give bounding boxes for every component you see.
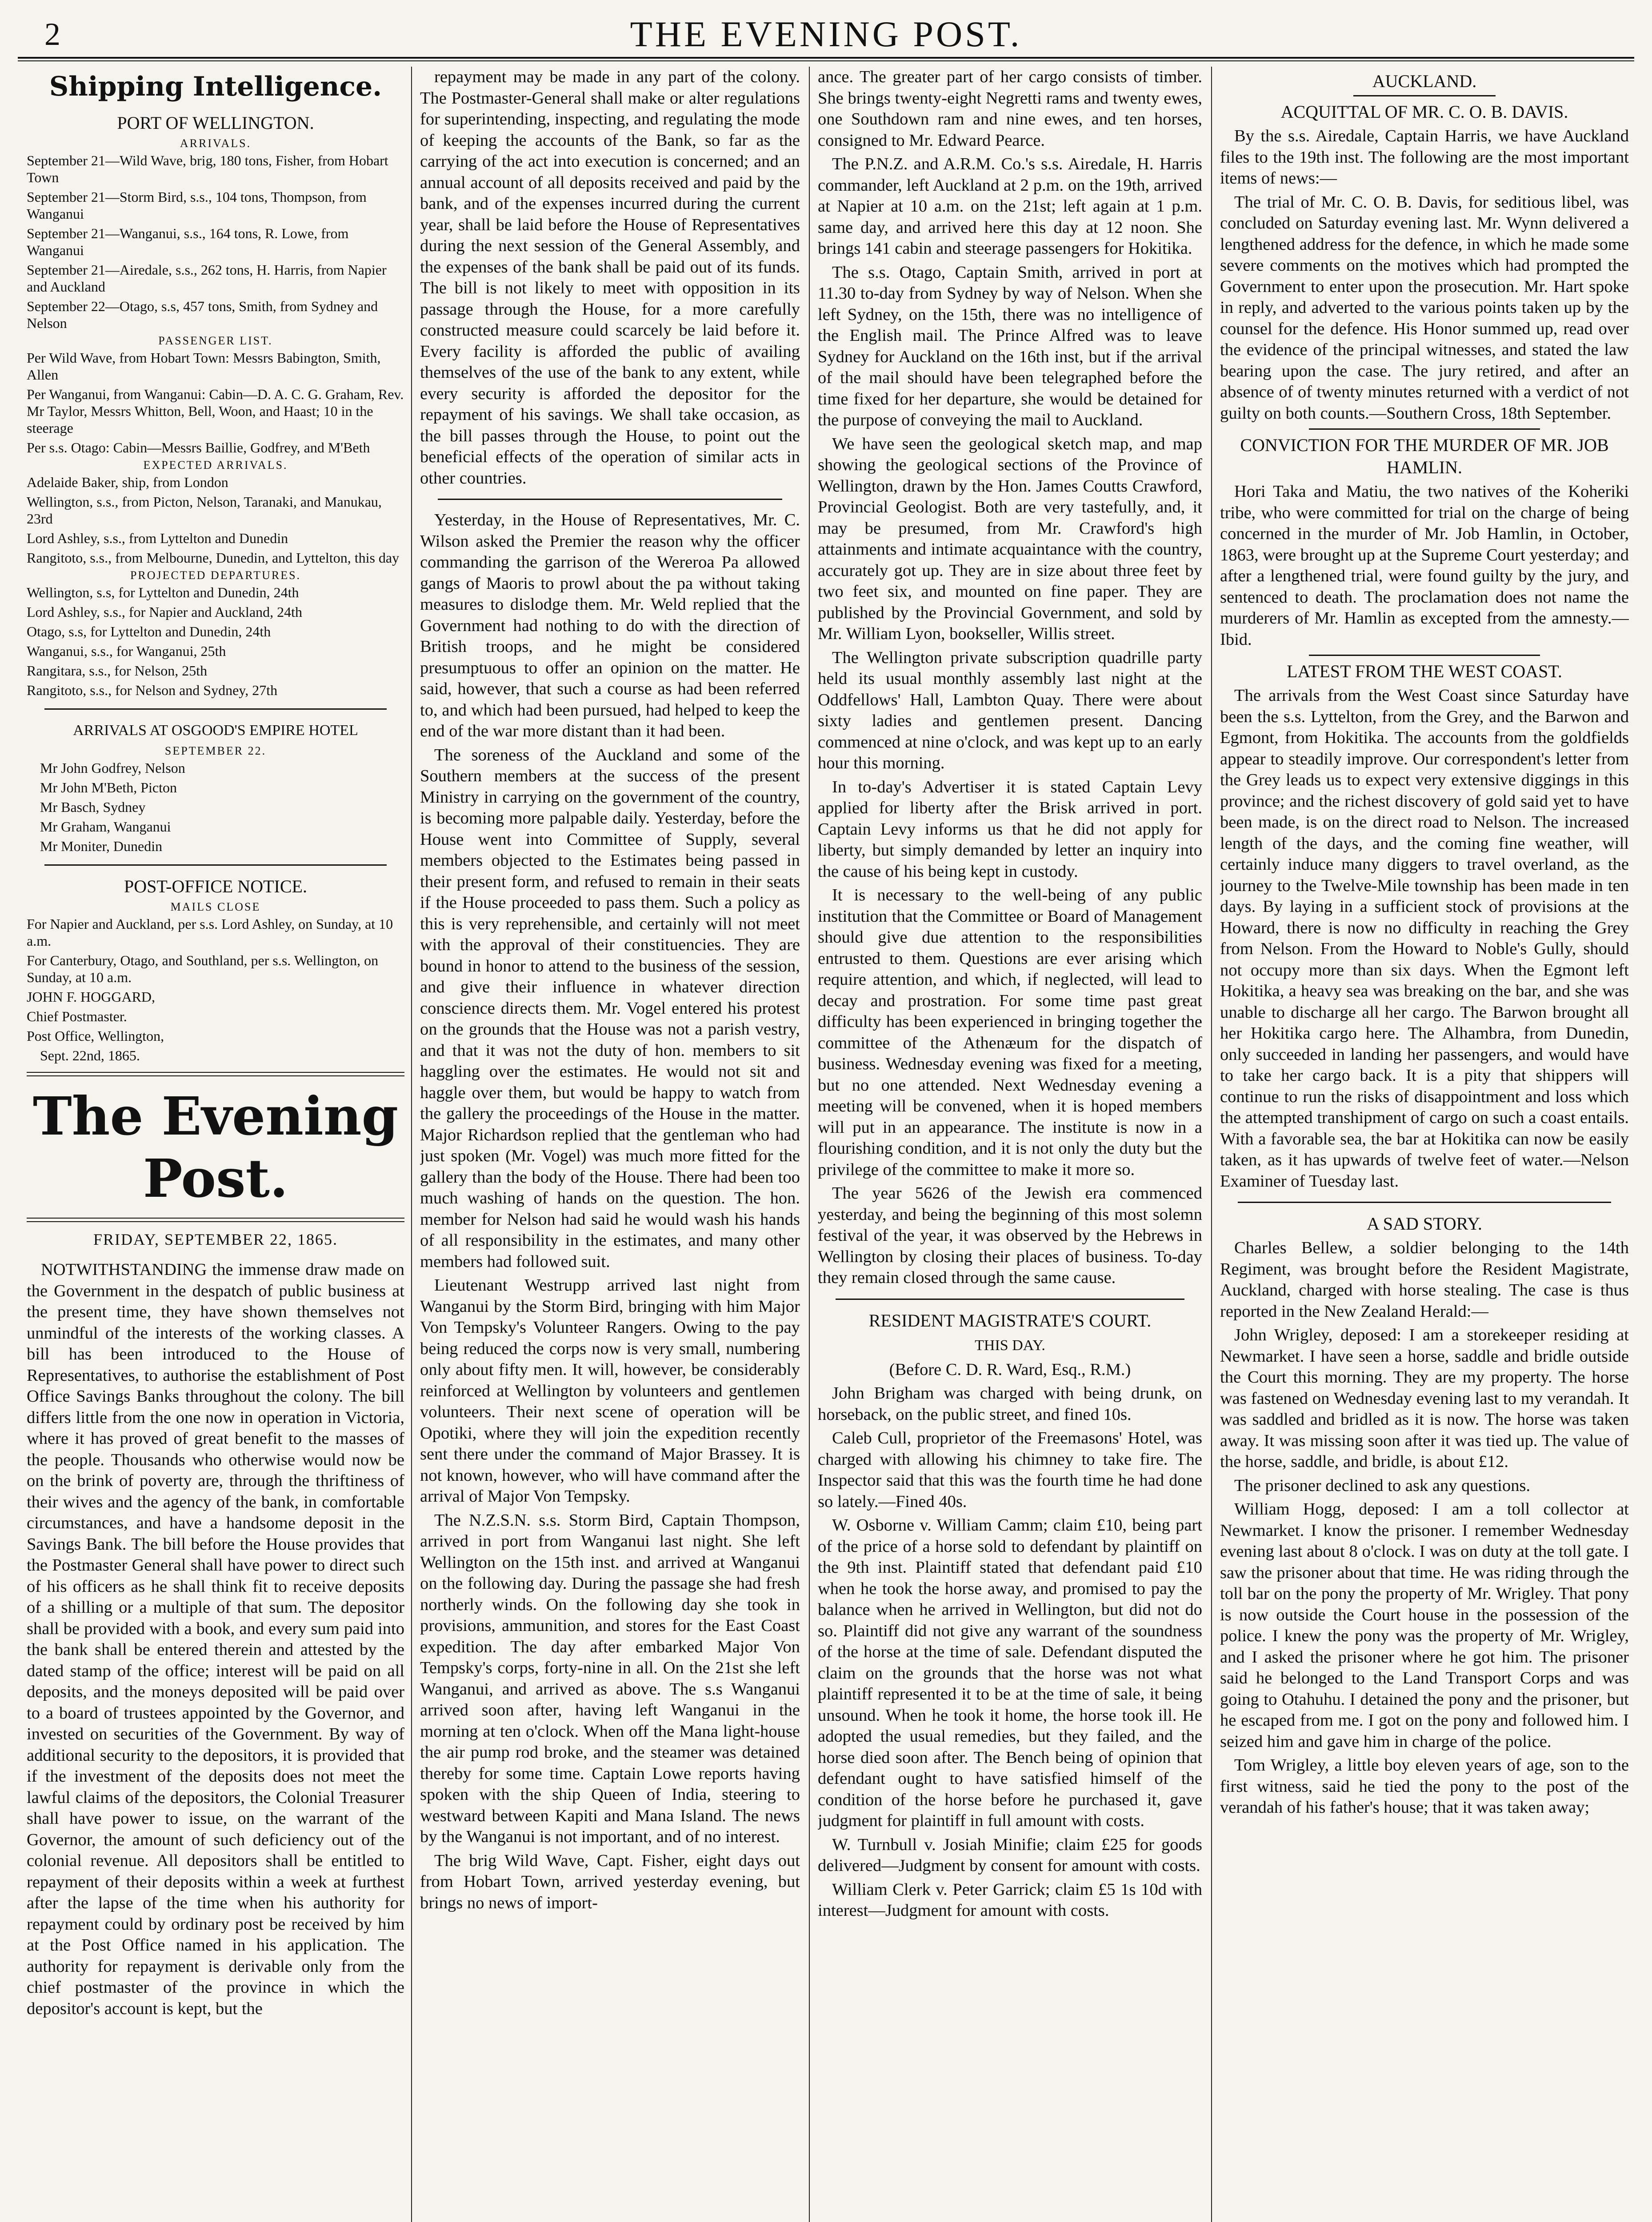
header-rule [18,57,1634,59]
article-paragraph: In to-day's Advertiser it is stated Captain Levy applied for liberty after the Brisk arrived in port. Captain Levy informs us that he did not apply for liberty, but simply demanded by letter an inquiry into the cause of his being kept in custody. [818,777,1202,881]
divider [1309,428,1540,430]
article-paragraph: The N.Z.S.N. s.s. Storm Bird, Captain Thompson, arrived in port from Wanganui last night. She left Wellington on the 15th inst. and arrived at Wanganui on the following day. During the passage she had fresh northerly winds. On the following day she took in provisions, ammunition, and stores for the East Coast expedition. The day after embarked Major Von Tempsky's corps, forty-nine in all. On the 21st she left Wanganui, and arrived as above. The s.s Wanganui arrived soon after, having left Wanganui in the morning at ten o'clock. When off the Mana light-house the air pump rod broke, and the steamer was detained thereby for some time. Captain Lowe reports having spoken with the ship Queen of India, steering to westward between Kapiti and Mana Island. The news by the Wanganui is not important, and of no interest. [420,1511,800,1846]
article-paragraph: The arrivals from the West Coast since Saturday have been the s.s. Lyttelton, from the Grey, and the Barwon and Egmont, from Hokitika. The accounts from the goldfields appear to steadily improve. Our correspondent's letter from the Grey leads us to expect very extensive diggings in this province; and the richest discovery of gold said yet to have been made, is on the direct road to Nelson. The increased length of the days, and the coming fine weather, will certainly induce many diggers to travel overland, as the journey to the Twelve-Mile township has been made in ten days. By laying in a sufficient stock of provisions at the Howard, there is now no difficulty in reaching the Grey from Nelson. From the Howard to Noble's Gully, should not occupy more than six days. When the Egmont left Hokitika, a heavy sea was breaking on the bar, and she was unable to discharge all her cargo. The Barwon brought all her Hokitika cargo here. The Alhambra, from Dunedin, only succeeded in landing her passengers, and would have to take her cargo back. It is a pity that shippers will continue to run the risks of disappointment and loss which the attempted transhipment of cargo on such a coast entails. With a favorable sea, the bar at Hokitika can now be easily taken, as it has upwards of twelve feet of water.—Nelson Examiner of Tuesday last. [1220,686,1629,1191]
column-3 [818,67,1202,2222]
list-item: Per Wanganui, from Wanganui: Cabin—D. A. C. G. Graham, Rev. Mr Taylor, Messrs Whitton, Bell, Woon, and Haast; 10 in the steerage [27,386,404,436]
list-item: Mr Graham, Wanganui [40,819,171,835]
column-2 [420,67,800,2222]
hotel-heading: ARRIVALS AT OSGOOD'S EMPIRE HOTEL [73,722,358,739]
article-paragraph: John Wrigley, deposed: I am a storekeeper residing at Newmarket. I have seen a horse, saddle and bridle outside the Court this morning. They are my property. The horse was fastened on Wednesday evening last to my verandah. It was saddled and bridled as it is now. The horse was taken away. It was missing soon after it was tied up. The value of the horse, saddle, and bridle, is about £12. [1220,1326,1629,1471]
westcoast-heading: LATEST FROM THE WEST COAST. [1287,661,1562,681]
article-paragraph: The prisoner declined to ask any questions. [1234,1476,1531,1495]
article-paragraph: Hori Taka and Matiu, the two natives of the Koheriki tribe, who were committed for trial on the charge of being concerned in the murder of Mr. Job Hamlin, in October, 1863, were brought up at the Supreme Court yesterday; and after a lengthened trial, were found guilty by the jury, and sentenced to death. The proclamation does not name the murderers of Mr. Hamlin as excepted from the amnesty.—Ibid. [1220,482,1629,649]
article-paragraph: By the s.s. Airedale, Captain Harris, we have Auckland files to the 19th inst. The following are the most important items of news:— [1220,127,1629,188]
page-number: 2 [44,16,60,52]
court-paragraph: W. Turnbull v. Josiah Minifie; claim £25 for goods delivered—Judgment by consent for amount with costs. [818,1835,1202,1875]
masthead: The Evening Post. [32,1085,399,1209]
article-paragraph: Tom Wrigley, a little boy eleven years of age, son to the first witness, said he tied the pony to the post of the verandah of his father's house; that it was taken away; [1220,1756,1629,1817]
list-item: September 21—Storm Bird, s.s., 104 tons, Thompson, from Wanganui [27,189,367,222]
list-item: September 21—Wild Wave, brig, 180 tons, Fisher, from Hobart Town [27,152,388,185]
notice-place: Post Office, Wellington, [27,1028,164,1044]
masthead-rule [27,1218,404,1222]
list-item: Wanganui, s.s., for Wanganui, 25th [27,643,226,659]
projected-label: PROJECTED DEPARTURES. [130,569,301,582]
column-divider [1211,67,1212,2222]
court-before: (Before C. D. R. Ward, Esq., R.M.) [889,1360,1131,1379]
divider [836,1299,1184,1300]
newspaper-title: THE EVENING POST. [630,14,1022,54]
expected-list [27,474,404,566]
port-heading: PORT OF WELLINGTON. [117,113,314,133]
list-item: Mr John Godfrey, Nelson [40,760,185,776]
court-paragraph: William Clerk v. Peter Garrick; claim £5 1s 10d with interest—Judgment for amount with costs. [818,1880,1202,1920]
post-office-heading: POST-OFFICE NOTICE. [124,876,307,896]
notice-date: Sept. 22nd, 1865. [40,1047,140,1063]
page-header [18,12,1634,56]
notice-signature-title: Chief Postmaster. [27,1008,127,1024]
hamlin-heading: CONVICTION FOR THE MURDER OF MR. JOB HAMLIN. [1240,435,1609,477]
list-item: Mr Basch, Sydney [40,799,146,815]
list-item: Wellington, s.s., from Picton, Nelson, Taranaki, and Manukau, 23rd [27,494,382,527]
column-4 [1220,67,1629,2222]
divider [1238,1202,1611,1203]
column-divider [809,67,810,2222]
divider [1353,95,1496,96]
divider [44,708,387,710]
article-paragraph: The brig Wild Wave, Capt. Fisher, eight days out from Hobart Town, arrived yesterday evening, but brings no news of import- [420,1851,800,1912]
projected-list [27,584,404,699]
mails-label: MAILS CLOSE [170,900,261,913]
arrivals-label: ARRIVALS. [180,137,252,150]
court-heading: RESIDENT MAGISTRATE'S COURT. [868,1310,1152,1331]
list-item: September 21—Wanganui, s.s., 164 tons, R. Lowe, from Wanganui [27,225,349,258]
list-item: Rangitoto, s.s., from Melbourne, Dunedin, and Lyttelton, this day [27,550,400,566]
court-paragraph: Caleb Cull, proprietor of the Freemasons' Hotel, was charged with allowing his chimney to take fire. The Inspector said that this was the fourth time he had done so lately.—Fined 40s. [818,1429,1202,1511]
article-paragraph: The P.N.Z. and A.R.M. Co.'s s.s. Airedale, H. Harris commander, left Auckland at 2 p.m. on the 19th, arrived at Napier at 10 a.m. on the 21st; left again at 1 p.m. same day, and arrived here this day at 12 noon. She brings 141 cabin and steerage passengers for Hokitika. [818,155,1202,258]
list-item: Rangitara, s.s., for Nelson, 25th [27,663,208,679]
notice-signature: JOHN F. HOGGARD, [27,989,156,1005]
article-paragraph: We have seen the geological sketch map, and map showing the geological sections of the Province of Wellington, drawn by the Hon. James Coutts Crawford, Provincial Geologist. Both are very tastefully, and, it may be presumed, from Mr. Crawford's high attainments and intimate acquaintance with the country, accurately got up. They are in size about three feet by two feet six, and mounted on fine paper. They are published by the Provincial Government, and sold by Mr. William Lyon, bookseller, Willis street. [818,434,1202,643]
list-item: For Napier and Auckland, per s.s. Lord Ashley, on Sunday, at 10 a.m. [27,916,393,949]
list-item: Rangitoto, s.s., for Nelson and Sydney, 27th [27,682,278,698]
column-1 [27,67,404,2222]
list-item: Lord Ashley, s.s., for Napier and Auckland, 24th [27,604,303,620]
list-item: Otago, s.s, for Lyttelton and Dunedin, 24th [27,623,271,639]
article-paragraph: The year 5626 of the Jewish era commenced yesterday, and being the beginning of this most solemn festival of the year, it was observed by the Hebrews in Wellington by closing their places of business. To-day they remain closed through the same cause. [818,1184,1202,1287]
list-item: Mr John M'Beth, Picton [40,779,177,795]
arrivals-list [27,152,404,332]
article-paragraph: Charles Bellew, a soldier belonging to the 14th Regiment, was brought before the Resident Magistrate, Auckland, charged with horse stealing. The case is thus reported in the New Zealand Herald:— [1220,1239,1629,1321]
shipping-title: Shipping Intelligence. [49,71,382,102]
divider [1309,655,1540,656]
editorial-paragraph: NOTWITHSTANDING the immense draw made on the Government in the despatch of public business at the present time, they have shown themselves not unmindful of the interests of the working classes. A bill has been introduced to the House of Representatives, to authorise the establishment of Post Office Savings Banks throughout the colony. The bill differs little from the one now in operation in Victoria, where it has proved of great benefit to the masses of the people. Thousands who otherwise would now be on the brink of poverty are, through the thriftiness of their wives and the agency of the bank, in comfortable circumstances, and have a handsome deposit in the Savings Bank. The bill before the House provides that the Postmaster General shall have power to direct such of his officers as he shall think fit to receive deposits of a shilling or a multiple of that sum. The depositor shall be provided with a book, and every sum paid into the bank shall be entered therein and attested by the dated stamp of the office; interest will be paid on all deposits, and the moneys deposited will be paid over to a board of trustees appointed by the Governor, and invested on securities of the Government. By way of additional security to the depositors, it is provided that if the investment of the deposits does not meet the lawful claims of the depositors, the Colonial Treasurer shall have power to issue, on the warrant of the Governor, the amount of such deficiency out of the colonial revenue. All depositors shall be entitled to repayment of their deposits within a week at furthest after the lapse of the time when his authority for repayment could by ordinary post be received by him at the Post Office named in his application. The authority for repayment is derivable only from the chief postmaster of the province in which the depositor's account is kept, but the [27,1260,404,2018]
article-paragraph: It is necessary to the well-being of any public institution that the Committee or Board of Management should give due attention to the responsibilities entrusted to them. Questions are ever arising which require attention, and which, if neglected, will lead to decay and prostration. For some time past great difficulty has been experienced in bringing together the committee of the Athenæum for the dispatch of business. Wednesday evening was fixed for a meeting, but no one attended. Next Wednesday evening a meeting will be convened, when it is hoped members will put in an appearance. The institute is now in a flourishing condition, and it is not only the duty but the privilege of the committee to make it more so. [818,886,1202,1179]
list-item: September 21—Airedale, s.s., 262 tons, H. Harris, from Napier and Auckland [27,262,387,295]
list-item: For Canterbury, Otago, and Southland, per s.s. Wellington, on Sunday, at 10 a.m. [27,952,379,985]
auckland-heading: AUCKLAND. [1372,71,1477,91]
list-item: Lord Ashley, s.s., from Lyttelton and Dunedin [27,530,288,546]
list-item: September 22—Otago, s.s, 457 tons, Smith, from Sydney and Nelson [27,298,378,331]
article-paragraph: Lieutenant Westrupp arrived last night from Wanganui by the Storm Bird, bringing with him Major Von Tempsky's Volunteer Rangers. Owing to the pay being reduced the corps now is very small, numbering only about fifty men. It will, however, be considerably reinforced at Wellington by volunteers and gentlemen volunteers. Their next scene of operation will be Opotiki, where they will join the expedition recently sent there under the command of Major Brassey. It is not known, however, who will have command after the arrival of Major Von Tempsky. [420,1276,800,1506]
article-paragraph: ance. The greater part of her cargo consists of timber. She brings twenty-eight Negretti rams and twenty ewes, one Southdown ram and nine ewes, and ten horses, consigned to Mr. Edward Pearce. [818,68,1202,150]
article-paragraph: The trial of Mr. C. O. B. Davis, for seditious libel, was concluded on Saturday evening last. Mr. Wynn delivered a lengthened address for the defence, in which he made some severe comments on the motives which had prompted the Government to enter upon the prosecution. Mr. Hart spoke in reply, and adverted to the various points taken up by the counsel for the defence. His Honor summed up, read over the evidence of the principal witnesses, and stated the law bearing upon the case. The jury retired, and after an absence of of twenty minutes returned with a verdict of not guilty on both counts.—Southern Cross, 18th September. [1220,192,1629,423]
list-item: Adelaide Baker, ship, from London [27,474,228,490]
article-paragraph: repayment may be made in any part of the colony. The Postmaster-General shall make or alter regulations for superintending, inspecting, and regulating the mode of keeping the accounts of the Bank, so far as the carrying of the act into execution is concerned; and an annual account of all deposits received and paid by the bank, and of the expenses incurred during the current year, shall be laid before the House of Representatives during the next session of the General Assembly, and the expenses of the bank shall be paid out of its funds. The bill is not likely to meet with opposition in its passage through the House, for a more carefully constructed measure could scarcely be laid before it. Every facility is afforded the public of availing themselves of the use of the bank to any extent, while every security is afforded the depositor for the repayment of his savings. We shall take occasion, as the bill passes through the House, to point out the beneficial effects of the operation of similar acts in other countries. [420,68,800,488]
header-rule-thin [18,60,1634,61]
masthead-rule [27,1072,404,1076]
divider [44,864,387,866]
article-paragraph: The soreness of the Auckland and some of the Southern members at the success of the present Ministry in carrying on the government of the country, is becoming more palpable daily. Yesterday, before the House went into Committee of Supply, several members objected to the Estimates being passed in their present form, and refused to remain in their seats if the House proceeded to pass them. Such a policy as this is very reprehensible, and certainly will not meet with the approval of their constituencies. They are bound in honor to attend to the business of the session, and give their influence in whatever direction conscience directs them. Mr. Vogel entered his protest on the grounds that the House was not a parish vestry, and that it was not the duty of hon. members to sit haggling over the estimates. He would not sit and haggle over them, but would be happy to watch from the gallery the proceedings of the House in the matter. Major Richardson replied that the gentleman who had just spoken (Mr. Vogel) was much more fitted for the gallery than the body of the House. There had been too much washing of hands on the question. The hon. member for Nelson had said he would wash his hands of all responsibility in the estimates, and many other members had followed suit. [420,745,800,1271]
divider [438,499,782,500]
story-heading: A SAD STORY. [1367,1214,1482,1234]
article-paragraph: Yesterday, in the House of Representatives, Mr. C. Wilson asked the Premier the reason why the officer commanding the garrison of the Wereroa Pa allowed gangs of Maoris to prowl about the pa without taking measures to dislodge them. Mr. Weld replied that the Government had nothing to do with the direction of British troops, and he might be considered presumptuous to offer an opinion on the matter. He said, however, that such a course as had been referred to, and which had been pursued, had helped to keep the end of the war more distant than it had been. [420,511,800,740]
davis-heading: ACQUITTAL OF MR. C. O. B. DAVIS. [1280,102,1568,122]
court-paragraph: W. Osborne v. William Camm; claim £10, being part of the price of a horse sold to defendant by plaintiff on the 9th inst. Plaintiff stated that defendant paid £10 when he took the horse away, and promised to pay the balance when he arrived in Wellington, but did not do so. Plaintiff did not give any warrant of the soundness of the horse at the time of sale. Defendant disputed the claim on the grounds that the horse was not what plaintiff represented it to be at the time of sale, it being unsound. When he took it home, the horse took ill. He adopted the usual remedies, but they failed, and the horse died soon after. The Bench being of opinion that defendant ought to have satisfied himself of the condition of the horse before he purchased it, gave judgment for plaintiff in full amount with costs. [818,1516,1202,1830]
list-item: Per s.s. Otago: Cabin—Messrs Baillie, Godfrey, and M'Beth [27,440,370,456]
list-item: Wellington, s.s, for Lyttelton and Dunedin, 24th [27,584,299,600]
expected-label: EXPECTED ARRIVALS. [143,459,288,472]
court-paragraph: John Brigham was charged with being drunk, on horseback, on the public street, and fined 10s. [818,1384,1202,1424]
list-item: Mr Moniter, Dunedin [40,838,163,854]
issue-date: FRIDAY, SEPTEMBER 22, 1865. [93,1231,338,1248]
article-paragraph: The Wellington private subscription quadrille party held its usual monthly assembly last night at the Oddfellows' Hall, Lambton Quay. There were about sixty ladies and gentlemen present. Dancing commenced at nine o'clock, and was kept up to an early hour this morning. [818,648,1202,772]
court-subheading: THIS DAY. [975,1337,1045,1354]
hotel-guest-list [27,759,404,855]
mails-list [27,915,404,1064]
list-item: Per Wild Wave, from Hobart Town: Messrs Babington, Smith, Allen [27,350,381,383]
article-paragraph: The s.s. Otago, Captain Smith, arrived in port at 11.30 to-day from Sydney by way of Nelson. When she left Sydney, on the 15th, there was no intelligence of the English mail. The Prince Alfred was to leave Sydney for Auckland on the 16th inst, but if the arrival of the mail should have been telegraphed before the time fixed for her departure, she would be detained for the purpose of conveying the mail to Auckland. [818,263,1202,429]
column-divider [411,67,412,2222]
passenger-list [27,349,404,456]
article-paragraph: William Hogg, deposed: I am a toll collector at Newmarket. I know the prisoner. I remember Wednesday evening last about 8 o'clock. I was on duty at the toll gate. I saw the prisoner about that time. He was riding through the toll bar on the pony the property of Mr. Wrigley. That pony is now outside the Court house in the possession of the police. I knew the pony was the property of Mr. Wrigley, and I asked the prisoner where he got him. The prisoner said he belonged to the Land Transport Corps and was going to Otahuhu. I detained the pony and the prisoner, but he escaped from me. I got on the pony and followed him. I seized him and gave him in charge of the police. [1220,1500,1629,1751]
hotel-date: SEPTEMBER 22. [164,744,267,757]
passenger-label: PASSENGER LIST. [158,334,273,347]
